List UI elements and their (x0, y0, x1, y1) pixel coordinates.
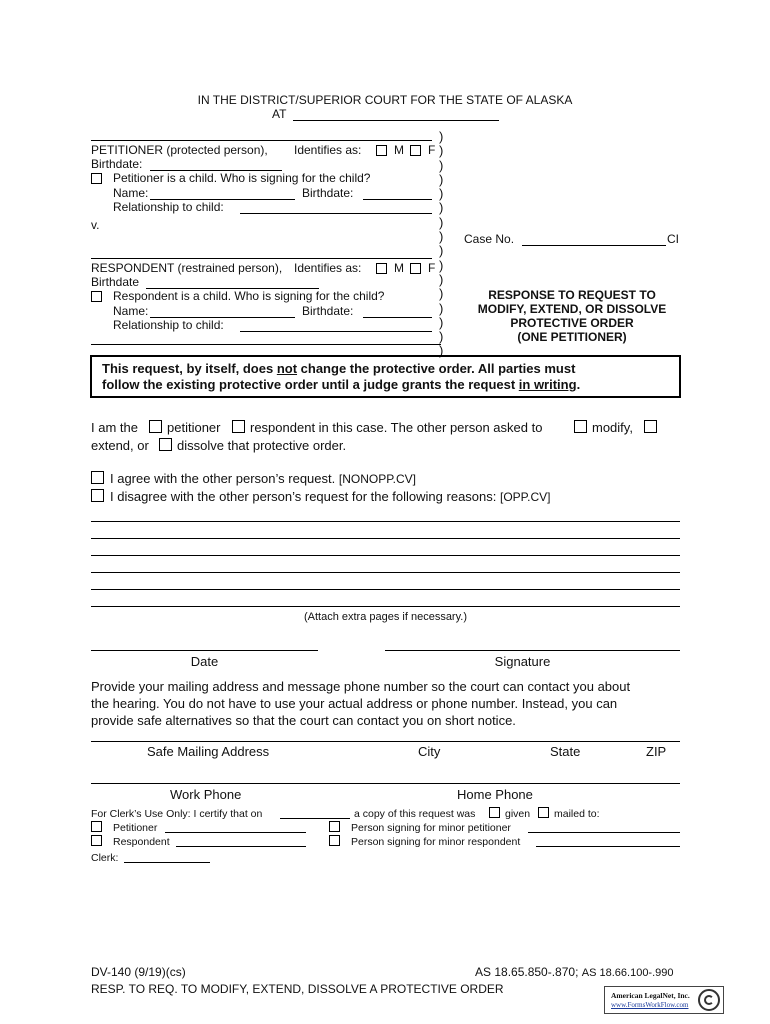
resp-signer-birthdate-label: Birthdate: (302, 304, 354, 318)
resp-signer-birthdate-field[interactable] (363, 317, 432, 318)
dissolve-checkbox[interactable] (159, 438, 172, 451)
clerk-petitioner-checkbox[interactable] (91, 821, 102, 832)
case-suffix: CI (667, 232, 679, 246)
zip-label: ZIP (646, 744, 667, 759)
signature-field[interactable] (385, 650, 680, 651)
resp-child-question: Respondent is a child. Who is signing for the child? (113, 289, 385, 303)
pet-male-checkbox[interactable] (376, 145, 387, 156)
resp-male-checkbox[interactable] (376, 263, 387, 274)
caption-bottom-rule (91, 344, 441, 345)
clerk-minor-pet-checkbox[interactable] (329, 821, 340, 832)
clerk-minor-resp-checkbox[interactable] (329, 835, 340, 846)
signature-label: Signature (494, 654, 551, 669)
at-field[interactable] (293, 120, 499, 121)
publisher-logo (604, 986, 724, 1014)
publisher-link[interactable]: www.FormsWorkFlow.com (611, 1001, 689, 1009)
date-label: Date (190, 654, 219, 669)
reason-line-6[interactable] (91, 606, 680, 607)
modify-label: modify, (592, 420, 633, 435)
caption-paren-column: ) ) ) ) ) ) ) ) ) ) ) ) ) ) ) ) (439, 129, 444, 359)
warning-line-1: This request, by itself, does not change the protective order. All parties must (102, 361, 576, 376)
reason-line-4[interactable] (91, 572, 680, 573)
given-checkbox[interactable] (489, 807, 500, 818)
doc-title-line-4: (ONE PETITIONER) (517, 330, 627, 344)
clerk-certify-label: For Clerk’s Use Only: I certify that on (91, 808, 263, 820)
pet-birthdate-label: Birthdate: (91, 157, 143, 171)
petitioner-label: PETITIONER (protected person), (91, 143, 268, 157)
resp-relationship-field[interactable] (240, 331, 432, 332)
clerk-copy-label: a copy of this request was (354, 808, 476, 820)
reason-line-3[interactable] (91, 555, 680, 556)
clerk-petitioner-label: Petitioner (113, 822, 158, 834)
modify-checkbox[interactable] (574, 420, 587, 433)
respondent-label: RESPONDENT (restrained person), (91, 261, 283, 275)
mailed-checkbox[interactable] (538, 807, 549, 818)
respondent-name-field[interactable] (91, 258, 432, 259)
doc-title-line-2: MODIFY, EXTEND, OR DISSOLVE (477, 302, 667, 316)
clerk-minor-resp-label: Person signing for minor respondent (351, 836, 521, 848)
pet-signer-birthdate-field[interactable] (363, 199, 432, 200)
clerk-minor-pet-label: Person signing for minor petitioner (351, 822, 511, 834)
resp-birthdate-label: Birthdate (91, 275, 140, 289)
contact-instructions-3: provide safe alternatives so that the court can contact you on short notice. (91, 713, 516, 728)
pet-signer-birthdate-label: Birthdate: (302, 186, 354, 200)
pet-child-question: Petitioner is a child. Who is signing for the child? (113, 171, 371, 185)
case-no-field[interactable] (522, 245, 666, 246)
phone-field[interactable] (91, 783, 680, 784)
publisher-name: American LegalNet, Inc. (611, 991, 690, 1000)
court-heading: IN THE DISTRICT/SUPERIOR COURT FOR THE STATE OF ALASKA (197, 93, 573, 107)
attach-note: (Attach extra pages if necessary.) (303, 611, 468, 623)
mailed-label: mailed to: (554, 808, 600, 820)
form-id: DV-140 (9/19)(cs) (91, 965, 186, 979)
resp-signer-name-label: Name: (113, 304, 149, 318)
pet-m-label: M (394, 143, 404, 157)
pet-child-checkbox[interactable] (91, 173, 102, 184)
pet-relationship-field[interactable] (240, 213, 432, 214)
reason-line-1[interactable] (91, 521, 680, 522)
resp-m-label: M (394, 261, 404, 275)
clerk-respondent-label: Respondent (113, 836, 170, 848)
pet-signer-name-label: Name: (113, 186, 149, 200)
agree-checkbox[interactable] (91, 471, 104, 484)
clerk-date-field[interactable] (280, 818, 350, 819)
doc-title-line-3: PROTECTIVE ORDER (510, 316, 634, 330)
form-title-footer: RESP. TO REQ. TO MODIFY, EXTEND, DISSOLVE A PROTECTIVE ORDER (91, 982, 504, 996)
case-no-label: Case No. (464, 232, 515, 246)
pet-relationship-label: Relationship to child: (113, 200, 224, 214)
resp-identifies-label: Identifies as: (294, 261, 362, 275)
disagree-label: I disagree with the other person’s request for the following reasons: [OPP.CV] (110, 489, 551, 504)
disagree-checkbox[interactable] (91, 489, 104, 502)
publisher-emblem-icon (698, 989, 720, 1011)
extend-or-label: extend, or (91, 438, 149, 453)
safe-mailing-label: Safe Mailing Address (147, 744, 270, 759)
pet-identifies-label: Identifies as: (294, 143, 362, 157)
resp-f-label: F (428, 261, 436, 275)
dissolve-label: dissolve that protective order. (177, 438, 347, 453)
statute-citation: AS 18.65.850-.870; AS 18.66.100-.990 (475, 965, 674, 979)
iam-respondent-label: respondent in this case. The other person asked to (250, 420, 543, 435)
iam-petitioner-checkbox[interactable] (149, 420, 162, 433)
resp-child-checkbox[interactable] (91, 291, 102, 302)
date-field[interactable] (91, 650, 318, 651)
iam-petitioner-label: petitioner (167, 420, 221, 435)
iam-respondent-checkbox[interactable] (232, 420, 245, 433)
contact-instructions-1: Provide your mailing address and message phone number so the court can contact you about (91, 679, 631, 694)
clerk-minor-pet-field[interactable] (528, 832, 680, 833)
given-label: given (505, 808, 531, 820)
work-phone-label: Work Phone (170, 787, 242, 802)
reason-line-2[interactable] (91, 538, 680, 539)
agree-label: I agree with the other person’s request. [NONOPP.CV] (110, 471, 416, 486)
extend-checkbox[interactable] (644, 420, 657, 433)
clerk-respondent-field[interactable] (176, 846, 306, 847)
doc-title-line-1: RESPONSE TO REQUEST TO (488, 288, 656, 302)
warning-line-2: follow the existing protective order until a judge grants the request in writing. (102, 377, 581, 392)
reason-line-5[interactable] (91, 589, 680, 590)
at-label: AT (272, 107, 287, 121)
clerk-minor-resp-field[interactable] (536, 846, 680, 847)
resp-female-checkbox[interactable] (410, 263, 421, 274)
pet-female-checkbox[interactable] (410, 145, 421, 156)
clerk-respondent-checkbox[interactable] (91, 835, 102, 846)
petitioner-name-field[interactable] (91, 140, 432, 141)
clerk-signature-field[interactable] (124, 862, 210, 863)
clerk-label: Clerk: (91, 852, 119, 864)
state-label: State (550, 744, 581, 759)
pet-f-label: F (428, 143, 436, 157)
city-label: City (418, 744, 441, 759)
versus-label: v. (91, 218, 100, 232)
clerk-petitioner-field[interactable] (165, 832, 306, 833)
mailing-address-field[interactable] (91, 741, 680, 742)
contact-instructions-2: the hearing. You do not have to use your actual address or phone number. Instead, you can (91, 696, 618, 711)
resp-relationship-label: Relationship to child: (113, 318, 224, 332)
home-phone-label: Home Phone (457, 787, 533, 802)
iam-label: I am the (91, 420, 138, 435)
